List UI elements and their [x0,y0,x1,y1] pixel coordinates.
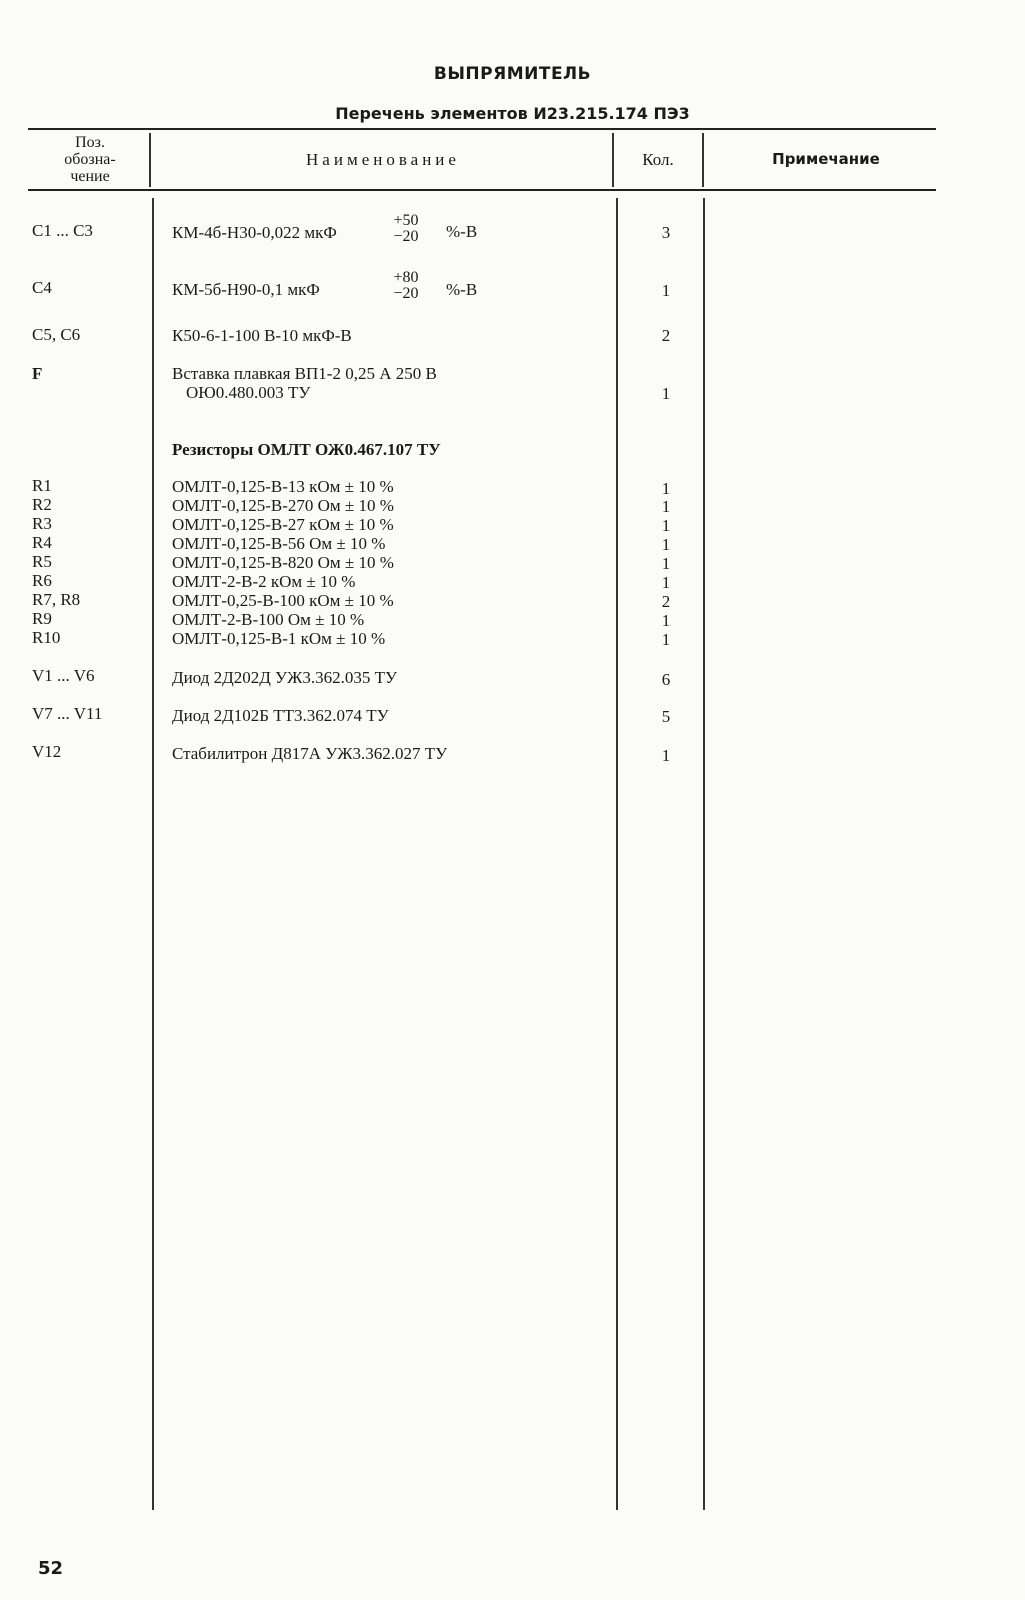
row-c1c3-tol-down: −20 [393,228,419,245]
document-subtitle: Перечень элементов И23.215.174 ПЭ3 [335,104,690,123]
row-r2-name: ОМЛТ-0,125-В-270 Ом ± 10 % [172,496,394,515]
row-c4-tol-up: +80 [393,269,419,286]
row-r7r8-name: ОМЛТ-0,25-В-100 кОм ± 10 % [172,591,394,610]
row-f-pos: F [32,364,43,383]
row-f-name-line1: Вставка плавкая ВП1-2 0,25 А 250 В [172,364,437,383]
row-v12-qty: 1 [661,746,671,765]
column-divider-note-body [703,198,705,1510]
row-c4-pos: C4 [32,278,52,297]
row-c1c3-tolerance [384,213,428,245]
row-r4-name: ОМЛТ-0,125-В-56 Ом ± 10 % [172,534,386,553]
row-v12-name: Стабилитрон Д817А УЖ3.362.027 ТУ [172,744,448,763]
row-c4-name: КМ-5б-Н90-0,1 мкФ [172,280,320,299]
column-divider-qty-body [616,198,618,1510]
row-r1-pos: R1 [32,476,52,495]
row-r3-pos: R3 [32,514,52,533]
row-c1c3-suffix: %-В [446,222,478,241]
row-f-name-line2: ОЮ0.480.003 ТУ [186,383,311,402]
row-v1v6-pos: V1 ... V6 [32,666,95,685]
row-v7v11-pos: V7 ... V11 [32,704,103,723]
page-number: 52 [38,1558,64,1579]
row-c4-qty: 1 [661,281,671,300]
header-qty: Кол. [642,150,674,169]
row-r7r8-pos: R7, R8 [32,590,81,609]
table-header-rule [28,189,936,191]
column-divider-qty [612,133,614,187]
header-note: Примечание [772,150,880,168]
row-r3-qty: 1 [661,516,671,535]
row-r10-name: ОМЛТ-0,125-В-1 кОм ± 10 % [172,629,386,648]
row-c4-tol-down: −20 [393,285,419,302]
row-r9-qty: 1 [661,611,671,630]
row-r1-qty: 1 [661,479,671,498]
row-r6-qty: 1 [661,573,671,592]
row-r7r8-qty: 2 [661,592,671,611]
row-r9-pos: R9 [32,609,52,628]
row-c1c3-tol-up: +50 [393,212,419,229]
row-r9-name: ОМЛТ-2-В-100 Ом ± 10 % [172,610,365,629]
row-c4-tolerance [384,270,428,302]
column-divider-pos [149,133,151,187]
row-c4-suffix: %-В [446,280,478,299]
row-c1c3-qty: 3 [661,223,671,242]
row-v7v11-qty: 5 [661,707,671,726]
row-r4-qty: 1 [661,535,671,554]
row-f-qty: 1 [661,384,671,403]
row-c1c3-name: КМ-4б-Н30-0,022 мкФ [172,223,337,242]
row-r1-name: ОМЛТ-0,125-В-13 кОм ± 10 % [172,477,394,496]
row-r6-name: ОМЛТ-2-В-2 кОм ± 10 % [172,572,356,591]
table-top-rule [28,128,936,130]
row-r5-name: ОМЛТ-0,125-В-820 Ом ± 10 % [172,553,394,572]
row-r5-qty: 1 [661,554,671,573]
header-pos [40,134,140,185]
row-c5c6-qty: 2 [661,326,671,345]
page-title: ВЫПРЯМИТЕЛЬ [433,64,592,84]
row-c5c6-pos: C5, C6 [32,325,81,344]
row-c5c6-name: К50-6-1-100 В-10 мкФ-В [172,326,352,345]
row-r3-name: ОМЛТ-0,125-В-27 кОм ± 10 % [172,515,394,534]
header-name: Наименование [306,150,460,169]
header-pos-line2: обозна- [64,151,116,168]
row-v1v6-name: Диод 2Д202Д УЖ3.362.035 ТУ [172,668,397,687]
header-pos-line3: чение [70,168,110,185]
row-v12-pos: V12 [32,742,62,761]
row-r10-qty: 1 [661,630,671,649]
column-divider-pos-body [152,198,154,1510]
column-divider-note [702,133,704,187]
row-r10-pos: R10 [32,628,61,647]
row-r2-qty: 1 [661,497,671,516]
row-r4-pos: R4 [32,533,52,552]
row-r5-pos: R5 [32,552,52,571]
row-r6-pos: R6 [32,571,52,590]
row-v7v11-name: Диод 2Д102Б ТТ3.362.074 ТУ [172,706,389,725]
header-pos-line1: Поз. [75,134,105,151]
row-c1c3-pos: C1 ... C3 [32,221,93,240]
row-r2-pos: R2 [32,495,52,514]
row-v1v6-qty: 6 [661,670,671,689]
resistors-heading: Резисторы ОМЛТ ОЖ0.467.107 ТУ [172,440,441,459]
